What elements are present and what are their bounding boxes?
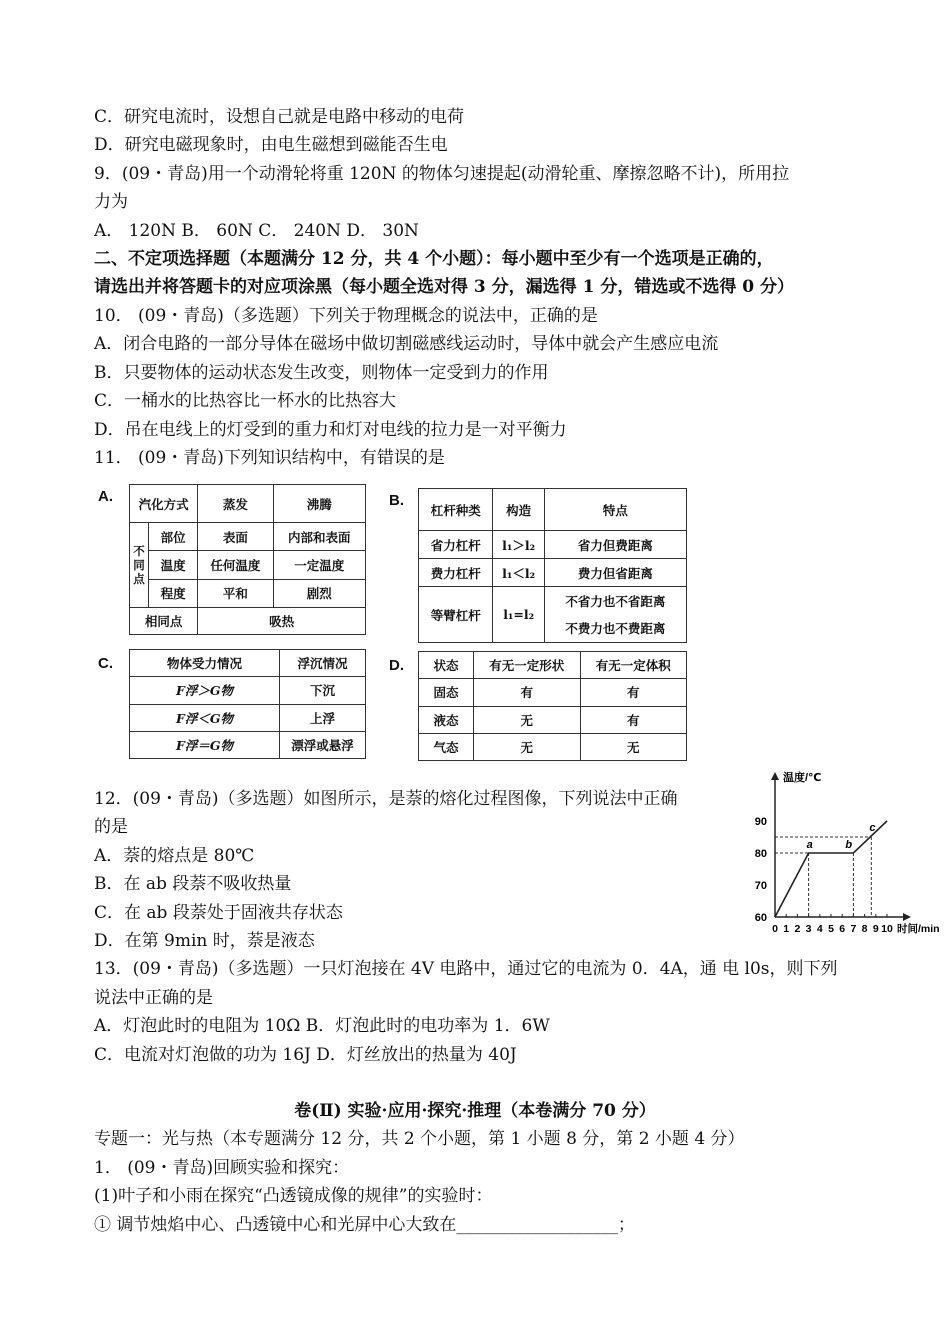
cell: F浮＝G物 — [130, 731, 280, 758]
x-tick-label: 9 — [872, 923, 879, 935]
x-tick-label: 8 — [861, 923, 868, 935]
cell: 蒸发 — [198, 485, 273, 523]
x-tick-label: 3 — [805, 923, 812, 935]
question-13: 13．(09・青岛)（多选题）一只灯泡接在 4V 电路中，通过它的电流为 0．4A，通 电 l0s，则下列 — [94, 959, 838, 979]
cell: 程度 — [149, 579, 198, 607]
point-label-c: c — [869, 822, 876, 834]
cell: 一定温度 — [273, 551, 365, 579]
cell: 省力杠杆 — [419, 531, 493, 559]
option-d: D．研究电磁现象时，由电生磁想到磁能否生电 — [94, 135, 448, 155]
table-a-label: A. — [98, 488, 113, 505]
table-c — [129, 649, 366, 759]
cell: 气态 — [419, 733, 474, 760]
cell: 无 — [580, 733, 687, 760]
table-b-label: B. — [389, 492, 404, 509]
cell: 上浮 — [280, 704, 366, 731]
question-10-c: C．一桶水的比热容比一杯水的比热容大 — [94, 391, 397, 411]
question-12-d: D．在第 9min 时，萘是液态 — [94, 931, 315, 951]
melting-chart — [742, 768, 948, 940]
cell: 有 — [580, 679, 687, 706]
cell: 表面 — [198, 523, 273, 551]
cell: 无 — [474, 733, 581, 760]
point-label-b: b — [845, 839, 853, 851]
y-tick-label: 60 — [754, 912, 767, 924]
table-b — [418, 488, 687, 643]
point-label-a: a — [806, 839, 813, 851]
cell: 沸腾 — [273, 485, 365, 523]
question-12: 12．(09・青岛)（多选题）如图所示，是萘的熔化过程图像，下列说法中正确 — [94, 789, 678, 809]
cell: l₁=l₂ — [493, 587, 544, 643]
question-13-cd: C．电流对灯泡做的功为 16J D．灯丝放出的热量为 40J — [94, 1045, 517, 1065]
cell: F浮＜G物 — [130, 704, 280, 731]
cell: 省力但费距离 — [544, 531, 686, 559]
x-tick-label: 2 — [794, 923, 801, 935]
cell: 等臂杠杆 — [419, 587, 493, 643]
question-p2-1-1: (1)叶子和小雨在探究“凸透镜成像的规律”的实验时： — [94, 1186, 493, 1206]
x-axis-arrow — [903, 913, 911, 921]
question-12-a: A．萘的熔点是 80℃ — [94, 846, 255, 866]
y-tick-label: 80 — [754, 848, 767, 860]
topic-1-heading: 专题一：光与热（本专题满分 12 分，共 2 个小题，第 1 小题 8 分，第 2 小题 4 分） — [94, 1129, 745, 1149]
table-d-label: D. — [389, 657, 404, 674]
cell: 有无一定体积 — [580, 652, 687, 679]
x-tick-label: 6 — [839, 923, 846, 935]
cell: 构造 — [493, 489, 544, 531]
question-9: 9．(09・青岛)用一个动滑轮将重 120N 的物体匀速提起(动滑轮重、摩擦忽略不计)，所用拉 — [94, 164, 790, 184]
x-tick-label: 0 — [772, 923, 778, 935]
x-tick-label: 10 — [881, 923, 893, 935]
cell: 有 — [474, 679, 581, 706]
cell: l₁＜l₂ — [493, 559, 544, 587]
cell: 温度 — [149, 551, 198, 579]
cell: 费力杠杆 — [419, 559, 493, 587]
part-2-heading: 卷(Ⅱ) 实验·应用·探究·推理（本卷满分 70 分） — [294, 1101, 656, 1121]
cell: F浮＞G物 — [130, 677, 280, 704]
cell: 吸热 — [198, 607, 366, 634]
cell: 汽化方式 — [130, 485, 198, 523]
question-12-cont: 的是 — [94, 817, 128, 837]
cell: 无 — [474, 706, 581, 733]
question-10-a: A．闭合电路的一部分导体在磁场中做切割磁感线运动时，导体中就会产生感应电流 — [94, 334, 719, 354]
question-p2-1: 1． (09・青岛)回顾实验和探究： — [94, 1158, 350, 1178]
cell: 固态 — [419, 679, 474, 706]
cell: 下沉 — [280, 677, 366, 704]
x-tick-label: 4 — [816, 923, 823, 935]
question-13-cont: 说法中正确的是 — [94, 988, 213, 1008]
cell: 内部和表面 — [273, 523, 365, 551]
cell: 平和 — [198, 579, 273, 607]
section-2-heading-cont: 请选出并将答题卡的对应项涂黑（每小题全选对得 3 分，漏选得 1 分，错选或不选得 0 分） — [94, 277, 794, 297]
option-c: C．研究电流时，设想自己就是电路中移动的电荷 — [94, 107, 465, 127]
cell: 费力但省距离 — [544, 559, 686, 587]
y-tick-label: 70 — [754, 880, 767, 892]
x-tick-label: 1 — [783, 923, 790, 935]
table-a — [129, 484, 366, 635]
cell: 不费力也不费距离 — [544, 615, 686, 643]
y-axis-arrow — [771, 772, 779, 780]
cell: 液态 — [419, 706, 474, 733]
y-axis-label: 温度/℃ — [783, 772, 822, 784]
cell: 任何温度 — [198, 551, 273, 579]
y-tick-label: 90 — [754, 816, 767, 828]
question-11: 11． (09・青岛)下列知识结构中，有错误的是 — [94, 448, 445, 468]
question-10-d: D．吊在电线上的灯受到的重力和灯对电线的拉力是一对平衡力 — [94, 420, 567, 440]
question-10-b: B．只要物体的运动状态发生改变，则物体一定受到力的作用 — [94, 363, 549, 383]
question-12-b: B．在 ab 段萘不吸收热量 — [94, 874, 292, 894]
cell: 杠杆种类 — [419, 489, 493, 531]
question-9-options: A． 120N B． 60N C． 240N D． 30N — [94, 221, 419, 241]
cell: 漂浮或悬浮 — [280, 731, 366, 758]
cell: 特点 — [544, 489, 686, 531]
cell: 浮沉情况 — [280, 650, 366, 677]
cell: 不省力也不省距离 — [544, 587, 686, 615]
cell: l₁＞l₂ — [493, 531, 544, 559]
cell: 剧烈 — [273, 579, 365, 607]
cell: 有 — [580, 706, 687, 733]
section-2-heading: 二、不定项选择题（本题满分 12 分，共 4 个小题）：每小题中至少有一个选项是正确的， — [94, 249, 774, 269]
cell: 部位 — [149, 523, 198, 551]
question-p2-1-1-a: ① 调节烛焰中心、凸透镜中心和光屏中心大致在___________________； — [94, 1215, 635, 1235]
cell: 不同点 — [130, 523, 149, 608]
cell: 有无一定形状 — [474, 652, 581, 679]
question-10: 10． (09・青岛)（多选题）下列关于物理概念的说法中，正确的是 — [94, 306, 598, 326]
x-tick-label: 7 — [850, 923, 857, 935]
cell: 物体受力情况 — [130, 650, 280, 677]
question-12-c: C．在 ab 段萘处于固液共存状态 — [94, 903, 343, 923]
question-13-ab: A．灯泡此时的电阻为 10Ω B．灯泡此时的电功率为 1．6W — [94, 1016, 550, 1036]
x-axis-label: 时间/min — [897, 923, 940, 935]
cell: 状态 — [419, 652, 474, 679]
table-d — [418, 651, 687, 761]
melting-curve — [775, 821, 887, 917]
x-tick-label: 5 — [828, 923, 834, 935]
cell: 相同点 — [130, 607, 198, 634]
question-9-cont: 力为 — [94, 192, 128, 212]
table-c-label: C. — [98, 655, 113, 672]
